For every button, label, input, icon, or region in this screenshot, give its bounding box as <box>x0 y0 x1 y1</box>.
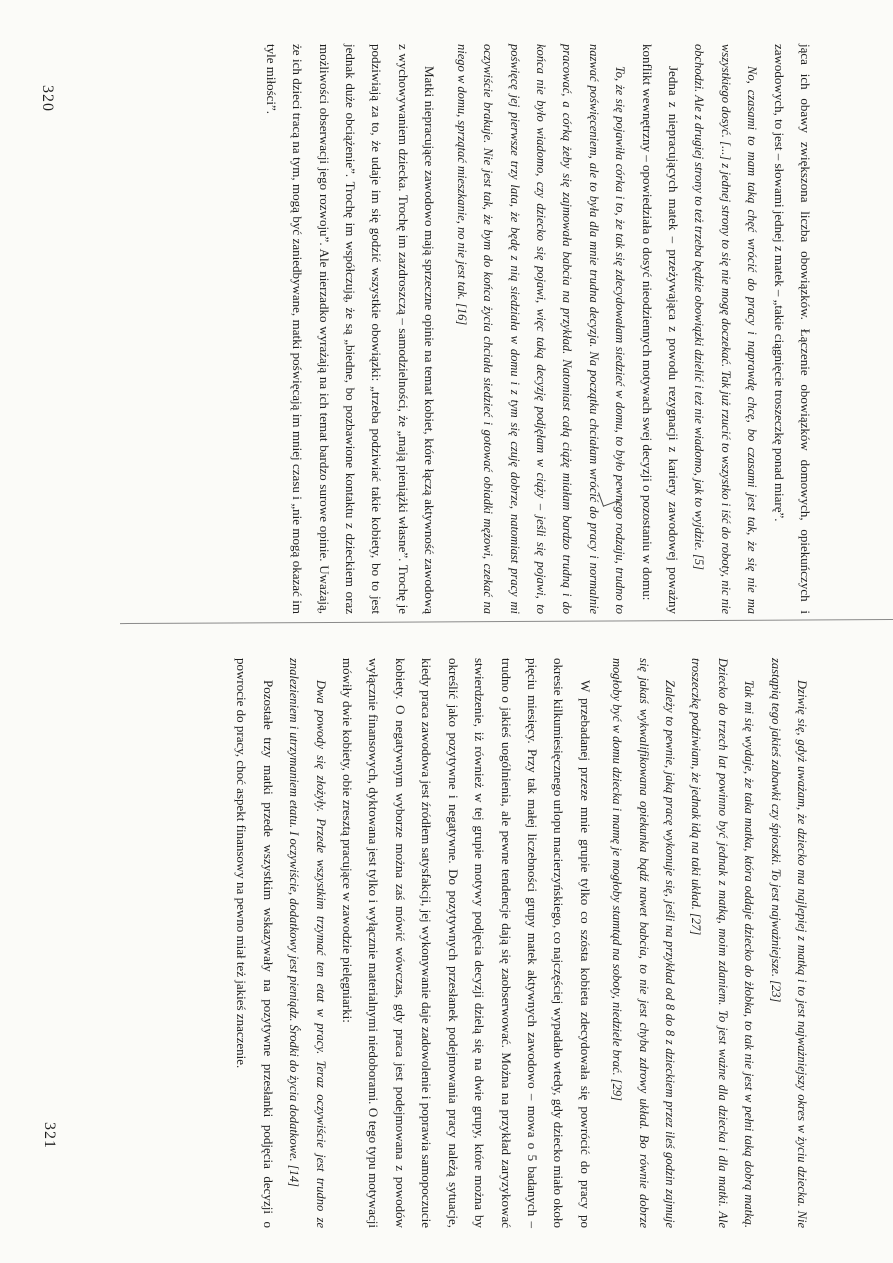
page-number-right: 321 <box>41 1122 58 1149</box>
paragraph: jąca ich obawy zwiększona liczba obowiązków. Łączenie obowiązków domowych, opiekuńczych i zawodowych, to jest – słowami jednej z matek – „takie ciągnięcie troszeczkę ponad miarę”. <box>771 44 813 614</box>
page-320-text <box>257 44 818 614</box>
paragraph: W przebadanej przeze mnie grupie tylko co szósta kobieta zdecydowała się powrócić do pracy po okresie kilkumiesięcznego urlopu macierzyńskiego, co najczęściej wypadało wtedy, gdy dziecko miało około pięciu miesięcy. Przy tak małej liczebności grupy matek aktywnych zawodowo – mowa o 5 badanych – trudno o jakieś uogólnienia, ale pewne tendencje dają się zaobserwować. Można na przykład zaryzykować stwierdzenie, iż również w tej grupie motywy podjęcia decyzji dzielą się na dwie grupy, które można by określić jako pozytywne i negatywne. Do pozytywnych przesłanek podejmowania pracy należą sytuacje, kiedy praca zawodowa jest źródłem satysfakcji, jej wykonywanie daje zadowolenie i poprawia samopoczucie kobiety. O negatywnym wyborze można zaś mówić wówczas, gdy praca jest podejmowana z powodów wyłącznie finansowych, dyktowana jest tylko i wyłącznie materialnymi niedoborami. O tego typu motywacji mówiły dwie kobiety, obie zresztą pracujące w zawodzie pielęgniarki: <box>340 658 593 1228</box>
quote-paragraph: Zależy to pewnie, jaką pracę wykonuje się, jeśli na przykład od 8 do 8 z dzieckiem przez ileś godzin zajmuje się jakaś wykwalifikowana opiekunka bądź nawet babcia, to nie jest chyba zdrowy układ. Bo równie dobrze mogłoby być w domu dziecka i mamę je mogłoby stamtąd na soboty, niedziele brać. [29] <box>610 658 677 1228</box>
quote-paragraph: No, czasami to mam taką chęć wrócić do pracy i naprawdę chcę, bo czasami jest tak, że się nie ma wszystkiego dosyć. [...] z jednej strony to się nie mogę doczekać. Tak już rzucić to wszystko i iść do roboty, nic nie obchodzi. Ale z drugiej strony to też trzeba będzie obowiązki dzielić i też nie wiadomo, jak to wyjdzie. [5] <box>692 44 760 614</box>
paragraph: Pozostałe trzy matki przede wszystkim wskazywały na pozytywne przesłanki podjęcia decyzji o powrocie do pracy, choć aspekt finansowy na pewno miał też jakieś znaczenie. <box>234 658 276 1228</box>
quote-paragraph: Dwa powody się złożyły. Przede wszystkim trzymać ten etat w pracy. Teraz oczywiście jest trudno ze znalezieniem i utrzymaniem etatu. I oczywiście, dodatkowy jest pieniądz. Środki do życia dodatkowe. [14] <box>287 658 328 1228</box>
quote-paragraph: Tak mi się wydaje, że taka matka, która oddaje dziecko do żłobka, to tak nie jest w pełni taką dobrą matką. Dziecko do trzech lat powinno być jednak z matką, moim zdaniem. To jest ważne dla dziecka i dla matki. Ale troszeczkę podziwiam, że jednak idą na taki układ. [27] <box>689 658 757 1228</box>
page-gutter-line <box>120 619 893 624</box>
paragraph: Jedna z niepracujących matek – przeżywająca z powodu rezygnacji z kariery zawodowej poważny konflikt wewnętrzny – opowiedziała o dosyć nieodziennych motywach swej decyzji o pozostaniu w domu: <box>639 44 681 614</box>
quote-paragraph: Dziwię się, gdyż uważam, że dziecko ma najlepiej z matką i to jest najważniejszy okres w życiu dziecka. Nie zastąpią tego jakieś zabawki czy śpioszki. To jest najważniejsze. [23] <box>768 658 809 1228</box>
page-321-text <box>228 658 815 1228</box>
page-number-left: 320 <box>39 85 56 112</box>
paragraph: Matki niepracujące zawodowo mają sprzeczne opinie na temat kobiet, które łączą aktywność zawodową z wychowywaniem dziecka. Trochę im zazdroszczą – samodzielności, że „mają pieniążki własne”. Trochę je podziwiają za to, że udaje im się godzić wszystkie obowiązki: „trzeba podziwiać takie kobiety, bo to jest jednak duże obciążenie”. Trochę im współczują, że są „biedne, bo pozbawione kontaktu z dzieckiem oraz możliwości obserwacji jego rozwoju”. Ale nierzadko wyrażają na ich temat bardzo surowe opinie. Uważają, że ich dzieci tracą na tym, mogą być zaniedbywane, matki poświęcają im mniej czasu i „nie mogą okazać im tyle miłości”. <box>263 44 438 614</box>
quote-paragraph: To, że się pojawiła córka i to, że tak się zdecydowałam siedzieć w domu, to było pewnego rodzaju, trudno to nazwać poświęceniem, ale to była dla mnie trudna decyzja. Na początku chciałam wrócić do pracy i normalnie pracować, a córką żeby się zajmowała babcia na przykład. Natomiast całą ciążę miałam bardzo trudną i do końca nie było wiadomo, czy dziecko się pojawi, więc taką decyzję podjęłam w ciąży – jeśli się pojawi, to poświęcę jej pierwsze trzy lata, że będę z nią siedziała w domu i z tym się czuję dobrze, natomiast pracy mi oczywiście brakuje. Nie jest tak, że bym do końca życia chciała siedzieć i gotować obiadki mężowi, czekać na niego w domu, sprzątać mieszkanie, no nie jest tak. [16] <box>454 44 628 614</box>
